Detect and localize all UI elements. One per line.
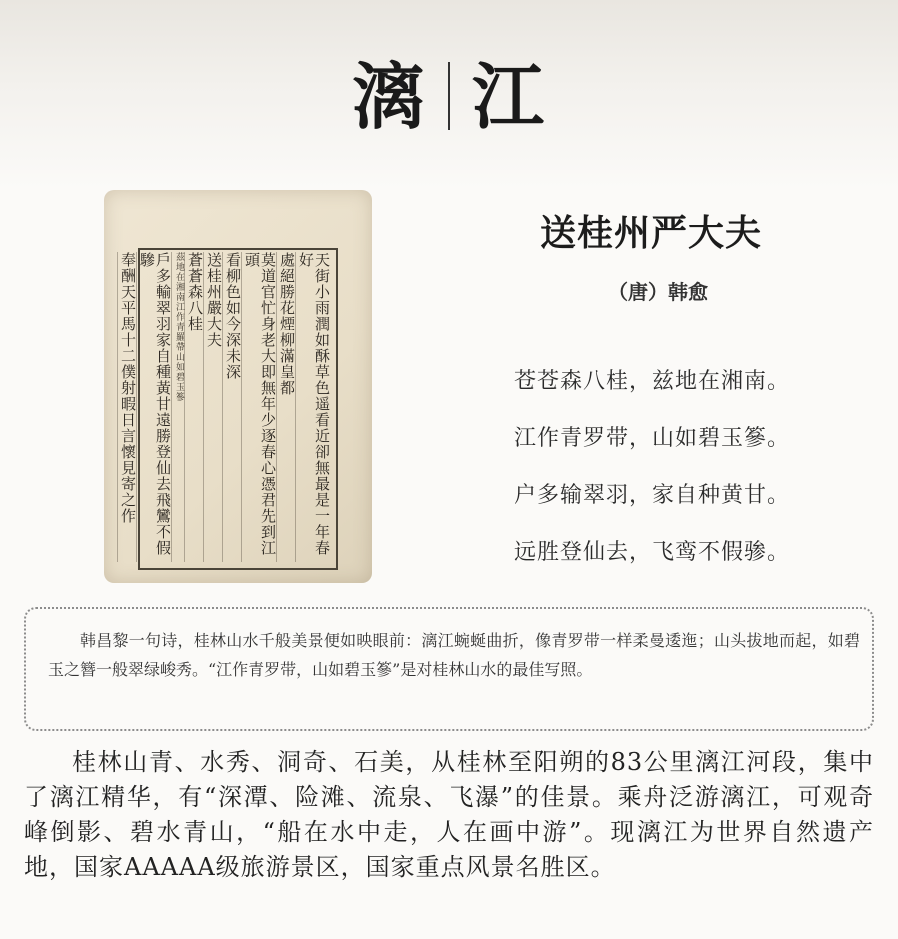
page-header [0, 52, 898, 142]
book-column: 蒼蒼森八桂 [184, 252, 203, 562]
book-column: 茲地在湘南江作青羅帶山如碧玉篸 [171, 252, 184, 562]
commentary-text: 韩昌黎一句诗，桂林山水千般美景便如映眼前：漓江蜿蜒曲折，像青罗带一样柔曼逶迤；山头拔地而起，如碧玉之簪一般翠绿峻秀。“江作青罗带，山如碧玉篸”是对桂林山水的最佳写照。 [48, 631, 860, 679]
title-divider [448, 62, 450, 130]
body-paragraph: 桂林山青、水秀、洞奇、石美，从桂林至阳朔的83公里漓江河段，集中了漓江精华，有“深潭、险滩、流泉、飞瀑”的佳景。乘舟泛游漓江，可观奇峰倒影、碧水青山，“船在水中走，人在画中游”。现漓江为世界自然遗产地，国家AAAAA级旅游景区，国家重点风景名胜区。 [24, 748, 874, 881]
book-column: 奉酬天平馬十二僕射暇日言懷見寄之作 [117, 252, 136, 562]
poem-line-1: 苍苍森八桂，兹地在湘南。 [514, 369, 791, 394]
poem-title: 送桂州严大夫 [540, 212, 763, 254]
book-column: 看柳色如今深未深 [222, 252, 241, 562]
poem-line-2: 江作青罗带，山如碧玉篸。 [514, 426, 791, 451]
book-column: 處絕勝花煙柳滿皇都 [276, 252, 295, 562]
poem-line-3: 户多输翠羽，家自种黄甘。 [514, 483, 791, 508]
poem-author: （唐）韩愈 [608, 280, 708, 304]
page-title-char-1: 漓 [352, 55, 425, 139]
book-column: 戶多輸翠羽家自種黃甘遠勝登仙去飛鸞不假驂 [136, 252, 171, 562]
poem-line-4: 远胜登仙去，飞鸾不假骖。 [514, 540, 791, 565]
book-column: 莫道官忙身老大即無年少逐春心憑君先到江頭 [241, 252, 276, 562]
commentary-box [24, 607, 874, 731]
book-text-columns [119, 252, 331, 562]
book-column: 天街小雨潤如酥草色遥看近卻無最是一年春好 [295, 252, 330, 562]
page-title-char-2: 江 [472, 55, 545, 139]
ancient-book-image [104, 190, 372, 583]
book-column: 送桂州嚴大夫 [203, 252, 222, 562]
